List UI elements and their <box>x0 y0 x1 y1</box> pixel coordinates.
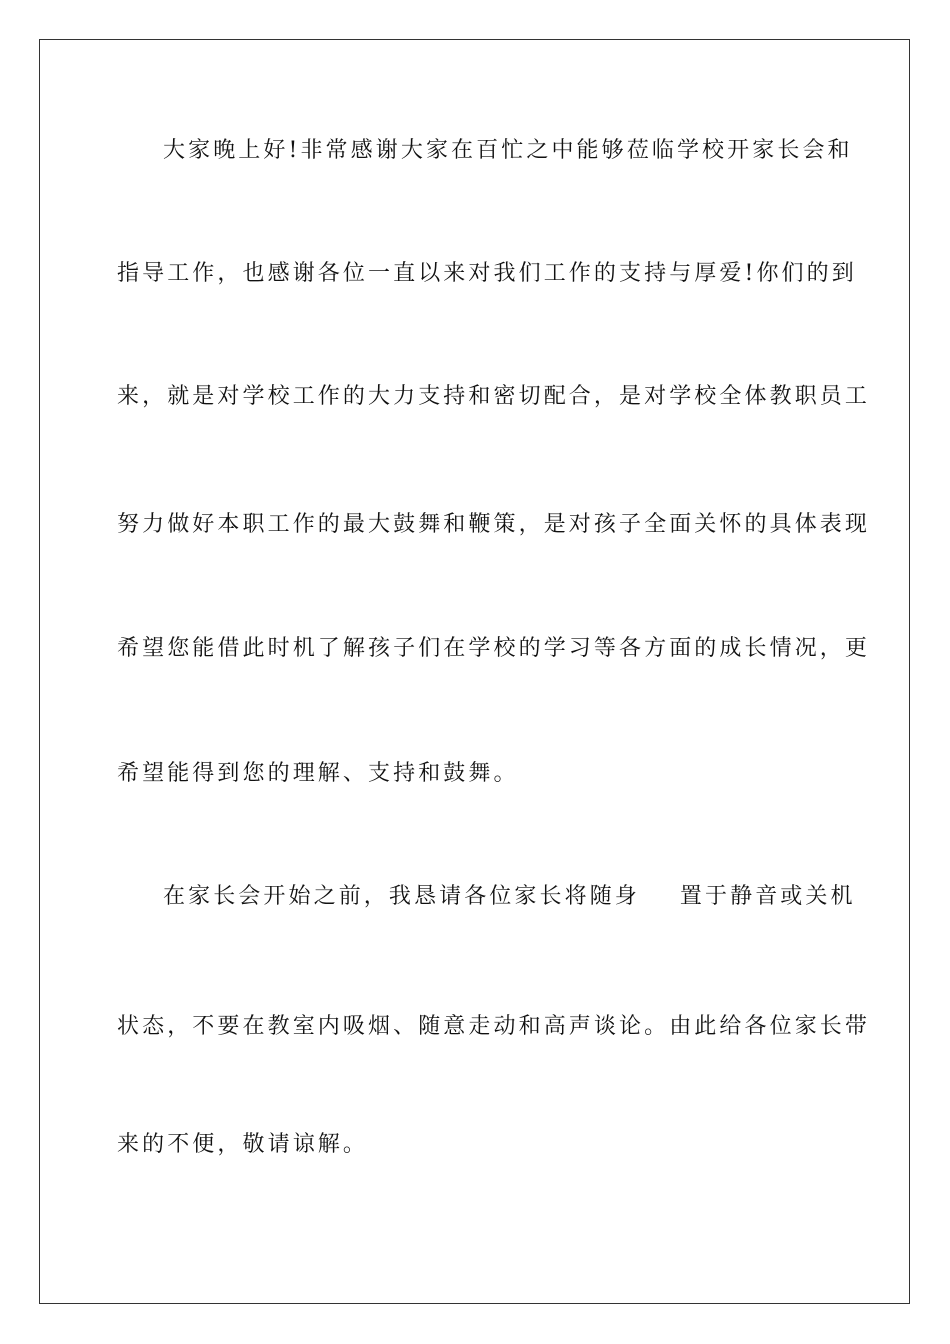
paragraph-2-line-1-part-1: 在家长会开始之前，我恳请各位家长将随身 <box>163 884 640 909</box>
paragraph-2-line-1-part-2: 置于静音或关机 <box>679 884 856 909</box>
paragraph-1-line-3: 来，就是对学校工作的大力支持和密切配合，是对学校全体教职员工 <box>117 384 871 409</box>
paragraph-2-line-2: 状态，不要在教室内吸烟、随意走动和高声谈论。由此给各位家长带 <box>117 1014 871 1039</box>
paragraph-1-line-5: 希望您能借此时机了解孩子们在学校的学习等各方面的成长情况，更 <box>117 636 871 661</box>
paragraph-1-line-4: 努力做好本职工作的最大鼓舞和鞭策，是对孩子全面关怀的具体表现 <box>117 512 871 537</box>
paragraph-1-line-6: 希望能得到您的理解、支持和鼓舞。 <box>117 761 519 786</box>
paragraph-2-line-1 <box>163 882 883 912</box>
paragraph-1-line-1: 大家晚上好!非常感谢大家在百忙之中能够莅临学校开家长会和 <box>163 138 853 163</box>
page-border <box>39 39 910 1304</box>
paragraph-1-line-2: 指导工作，也感谢各位一直以来对我们工作的支持与厚爱!你们的到 <box>117 261 857 286</box>
paragraph-2-line-3: 来的不便，敬请谅解。 <box>117 1132 369 1157</box>
